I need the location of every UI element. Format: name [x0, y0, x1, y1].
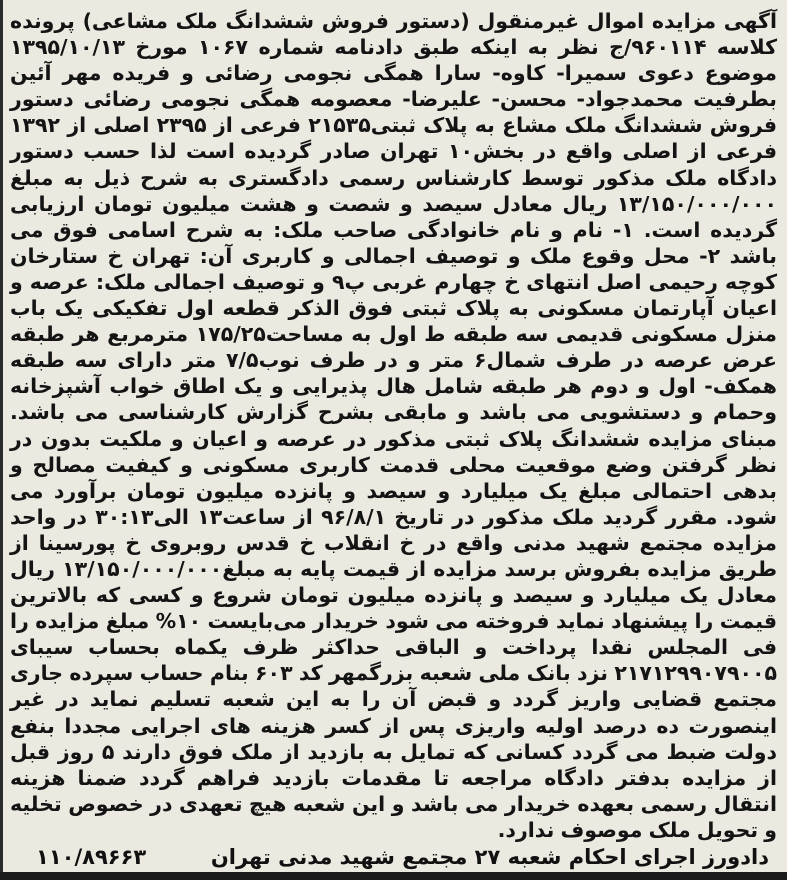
left-border-rule — [0, 0, 3, 880]
notice-paragraph: آگهی مزایده اموال غیرمنقول (دستور فروش ششدانگ ملک مشاعی) پرونده کلاسه ۹۶۰۱۱۴/ج نظر به اینکه طبق دادنامه شماره ۱۰۶۷ مورخ ۱۳۹۵/۱۰/۱۳ موضوع دعوی سمیرا- کاوه- سارا همگی نجومی رضائی و فریده مهر آئین بطرفیت محمدجواد- محسن- علیرضا- معصومه همگی نجومی رضائی دستور فروش ششدانگ ملک مشاع به پلاک ثبتی۲۱۵۳۵ فرعی از ۲۳۹۵ اصلی از ۱۳۹۲ فرعی از اصلی واقع در بخش۱۰ تهران صادر گردیده است لذا حسب دستور دادگاه ملک مذکور توسط کارشناس رسمی دادگستری به شرح ذیل به مبلغ ۱۳/۱۵۰/۰۰۰/۰۰۰ ریال معادل سیصد و شصت و هشت میلیون تومان ارزیابی گردیده است. ۱- نام و نام خانوادگی صاحب ملک: به شرح اسامی فوق می باشد ۲- محل وقوع ملک و توصیف اجمالی و کاربری آن: تهران خ ستارخان کوچه رحیمی اصل انتهای خ چهارم غربی پ۹ و توصیف اجمالی ملک: عرصه و اعیان آپارتمان مسکونی به پلاک ثبتی فوق الذکر قطعه اول تفکیکی یک باب منزل مسکونی قدیمی سه طبقه ط اول به مساحت۱۷۵/۲۵ مترمربع هر طبقه عرض عرصه در طرف شمال۶ متر و در طرف نوب۷/۵ متر دارای سه طبقه همکف- اول و دوم هر طبقه شامل هال پذیرایی و یک اطاق خواب آشپزخانه وحمام و دستشویی می باشد و مابقی بشرح گزارش کارشناسی می باشد. مبنای مزایده ششدانگ پلاک ثبتی مذکور در عرصه و اعیان و ملکیت بدون در نظر گرفتن وضع موقعیت محلی قدمت کاربری مسکونی و کیفیت مصالح و بدهی احتمالی مبلغ یک میلیارد و سیصد و پانزده میلیون تومان برآورد می شود. مقرر گردید ملک مذکور در تاریخ ۹۶/۸/۱ از ساعت۱۳ الی۳۰:۱۳ در واحد مزایده مجتمع شهید مدنی واقع در خ انقلاب خ قدس روبروی خ پورسینا از طریق مزایده بفروش برسد مزایده از قیمت پایه به مبلغ۱۳/۱۵۰/۰۰۰/۰۰۰ ریال معادل یک میلیارد و سیصد و پانزده میلیون تومان شروع و کسی که بالاترین قیمت را پیشنهاد نماید فروخته می شود خریدار می‌بایست ۱۰% مبلغ مزایده را فی المجلس نقدا پرداخت و الباقی حداکثر ظرف یکماه بحساب سیبای ۲۱۷۱۲۹۹۰۷۹۰۰۵ نزد بانک ملی شعبه بزرگمهر کد ۶۰۳ بنام حساب سپرده جاری مجتمع قضایی واریز گردد و قبض آن را به این شعبه تسلیم نماید در غیر اینصورت ده درصد اولیه واریزی پس از کسر هزینه های اجرایی مجددا بنفع دولت ضبط می گردد کسانی که تمایل به بازدید از ملک فوق دارند ۵ روز قبل از مزایده بدفتر دادگاه مراجعه تا مقدمات بازدید فراهم گردد ضمنا هزینه انتقال رسمی بعهده خریدار می باشد و این شعبه هیچ تعهدی در خصوص تخلیه و تحویل ملک موصوف ندارد. — [10, 9, 778, 842]
reference-number: ۱۱۰/۸۹۶۶۳ — [36, 845, 147, 869]
bottom-border-rule — [0, 872, 787, 880]
notice-footer — [10, 845, 777, 869]
auction-notice-body — [10, 8, 777, 843]
signature-line: دادورز اجرای احکام شعبه ۲۷ مجتمع شهید مدنی تهران — [210, 845, 769, 869]
